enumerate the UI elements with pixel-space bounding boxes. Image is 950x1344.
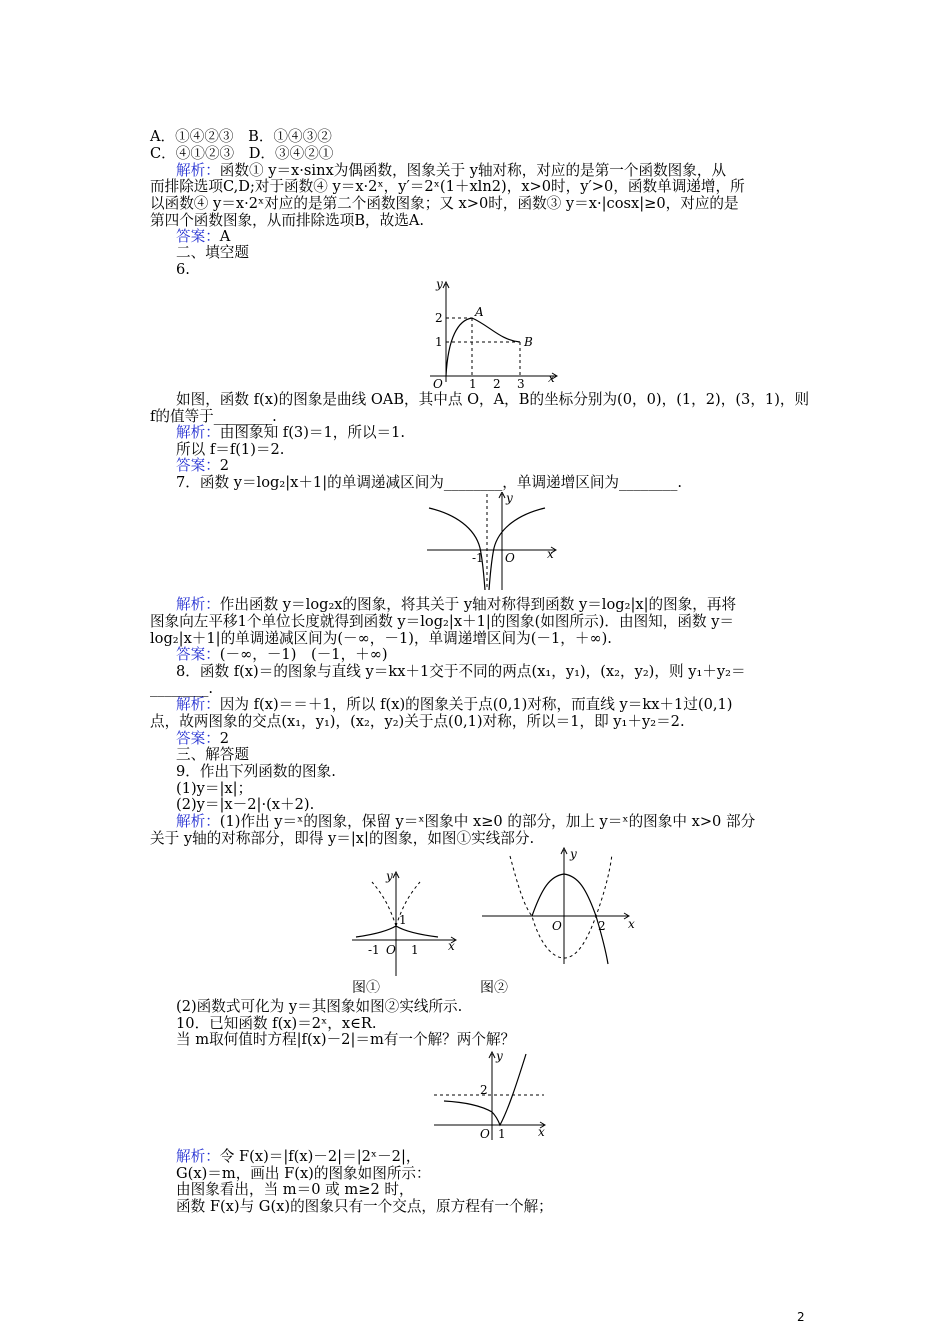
fig9a-origin: O — [386, 943, 396, 957]
fig9b-caption: 图② — [480, 980, 508, 993]
fig9a-x-tick-1: 1 — [411, 943, 419, 957]
fig6-y-label: y — [436, 278, 443, 291]
fig9a-caption: 图① — [352, 980, 380, 993]
answer-label: 解析： — [176, 813, 220, 830]
figure-q9-2 — [480, 846, 645, 993]
text-line: 10．已知函数 f(x)＝2ˣ，x∈R. — [176, 1015, 377, 1032]
text-line — [176, 457, 836, 474]
fig10-y-label: y — [496, 1050, 503, 1063]
text-line: 二、填空题 — [176, 244, 249, 261]
answer-label: 解析： — [176, 596, 220, 613]
answer-label: 解析： — [176, 162, 220, 179]
line-text: 2 — [219, 457, 230, 474]
figure-q6 — [420, 278, 560, 388]
text-line — [176, 646, 836, 663]
line-text: (－∞，－1) (－1，＋∞) — [219, 646, 388, 663]
fig6-x-label: x — [548, 371, 555, 385]
answer-label: 解析： — [176, 696, 220, 713]
text-line — [176, 228, 836, 245]
text-line — [176, 730, 836, 747]
text-line: ________. — [150, 680, 214, 697]
text-line: 如图，函数 f(x)的图象是曲线 OAB，其中点 O，A，B的坐标分别为(0，0)，(1，2)，(3，1)，则 — [176, 391, 810, 408]
text-line: 图象向左平移1个单位长度就得到函数 y＝log₂|x＋1|的图象(如图所示)．由图知，函数 y＝ — [150, 613, 735, 630]
fig7-tick: -1 — [472, 551, 484, 565]
answer-label: 答案： — [176, 646, 220, 663]
page-number: 2 — [797, 1310, 805, 1324]
answer-label: 答案： — [176, 730, 220, 747]
text-line: 6. — [176, 261, 190, 278]
figure-q9-1 — [350, 868, 465, 993]
line-text: 令 F(x)＝|f(x)－2|＝|2ˣ－2|， — [219, 1148, 421, 1165]
text-line: 三、解答题 — [176, 746, 249, 763]
fig9a-y-label: y — [386, 869, 393, 883]
answer-label: 解析： — [176, 424, 220, 441]
text-line: log₂|x＋1|的单调递减区间为(－∞，－1)，单调递增区间为(－1，＋∞). — [150, 630, 612, 647]
text-line: 关于 y轴的对称部分，即得 y＝|x|的图象，如图①实线部分. — [150, 830, 535, 847]
line-text: 作出函数 y＝log₂x的图象，将其关于 y轴对称得到函数 y＝log₂|x|的图象，再将 — [219, 596, 737, 613]
figure-q10 — [432, 1050, 552, 1142]
fig10-y-tick: 2 — [480, 1083, 488, 1097]
text-line — [176, 696, 836, 713]
fig9b-x-tick: 2 — [598, 919, 606, 933]
fig6-x-tick-3: 3 — [517, 377, 525, 388]
fig9a-x-label: x — [448, 939, 455, 953]
fig9b-y-label: y — [570, 847, 577, 861]
fig6-x-tick-1: 1 — [469, 377, 477, 388]
text-line — [176, 596, 836, 613]
fig9a-y-tick: 1 — [399, 913, 407, 927]
fig9a-x-tick-neg1: -1 — [368, 943, 380, 957]
answer-label: 答案： — [176, 457, 220, 474]
text-line: 而排除选项C,D;对于函数④ y＝x·2ˣ，y′＝2ˣ(1＋xln2)，x>0时，y′>0，函数单调递增，所 — [150, 178, 745, 195]
line-text: 函数① y＝x·sinx为偶函数，图象关于 y轴对称，对应的是第一个函数图象，从 — [219, 162, 727, 179]
fig6-point-a: A — [475, 305, 484, 319]
text-line: 9．作出下列函数的图象. — [176, 763, 336, 780]
fig10-x-label: x — [538, 1125, 545, 1139]
line-text: 由图象知 f(3)＝1，所以＝1. — [219, 424, 406, 441]
text-line: 点，故两图象的交点(x₁，y₁)，(x₂，y₂)关于点(0,1)对称，所以＝1，即 y₁＋y₂＝2. — [150, 713, 685, 730]
line-text: (1)作出 y＝ˣ的图象，保留 y＝ˣ图象中 x≥0 的部分，加上 y＝ˣ的图象中 x>0 部分 — [219, 813, 756, 830]
figure-q7 — [425, 492, 560, 592]
fig6-x-tick-2: 2 — [493, 377, 501, 388]
text-line — [176, 424, 836, 441]
fig6-y-tick-1: 1 — [435, 335, 443, 349]
text-line: 当 m取何值时方程|f(x)－2|＝m有一个解？两个解？ — [176, 1031, 516, 1048]
text-line: (1)y＝|x|； — [176, 780, 253, 797]
text-line — [176, 162, 836, 179]
text-line: 8．函数 f(x)＝的图象与直线 y＝kx＋1交于不同的两点(x₁，y₁)，(x₂，y₂)，则 y₁＋y₂＝ — [176, 663, 746, 680]
text-line: 以函数④ y＝x·2ˣ对应的是第二个函数图象；又 x>0时，函数③ y＝x·|cosx|≥0，对应的是 — [150, 195, 739, 212]
fig7-y-label: y — [506, 492, 513, 505]
text-line: (2)函数式可化为 y＝其图象如图②实线所示. — [176, 998, 463, 1015]
fig6-origin: O — [433, 377, 443, 388]
text-line: G(x)＝m，画出 F(x)的图象如图所示： — [176, 1165, 431, 1182]
fig9b-x-label: x — [628, 917, 635, 931]
fig6-point-b: B — [524, 335, 533, 349]
fig10-origin: O — [480, 1127, 490, 1141]
text-line: 函数 F(x)与 G(x)的图象只有一个交点，原方程有一个解； — [176, 1198, 553, 1215]
fig6-y-tick-2: 2 — [435, 311, 443, 325]
line-text: 2 — [219, 730, 230, 747]
text-line: 由图象看出，当 m＝0 或 m≥2 时， — [176, 1181, 414, 1198]
fig9b-origin: O — [552, 919, 562, 933]
answer-label: 答案： — [176, 228, 220, 245]
text-line: 所以 f＝f(1)＝2. — [176, 441, 285, 458]
fig7-origin: O — [505, 551, 515, 565]
text-line: 第四个函数图象，从而排除选项B，故选A. — [150, 212, 424, 229]
text-line: f的值等于________. — [150, 408, 277, 425]
text-line — [176, 1148, 836, 1165]
fig7-x-label: x — [547, 547, 554, 561]
text-line: (2)y＝|x－2|·(x＋2). — [176, 796, 315, 813]
text-line: 7．函数 y＝log₂|x＋1|的单调递减区间为________，单调递增区间为________. — [176, 474, 683, 491]
text-line: C．④①②③ D．③④②① — [150, 145, 334, 162]
text-line — [176, 813, 836, 830]
answer-label: 解析： — [176, 1148, 220, 1165]
line-text: 因为 f(x)＝＝＋1，所以 f(x)的图象关于点(0,1)对称，而直线 y＝kx＋1过(0,1) — [219, 696, 733, 713]
line-text: A — [219, 228, 231, 245]
text-line: A．①④②③ B．①④③② — [150, 128, 332, 145]
fig10-x-tick: 1 — [498, 1127, 506, 1141]
